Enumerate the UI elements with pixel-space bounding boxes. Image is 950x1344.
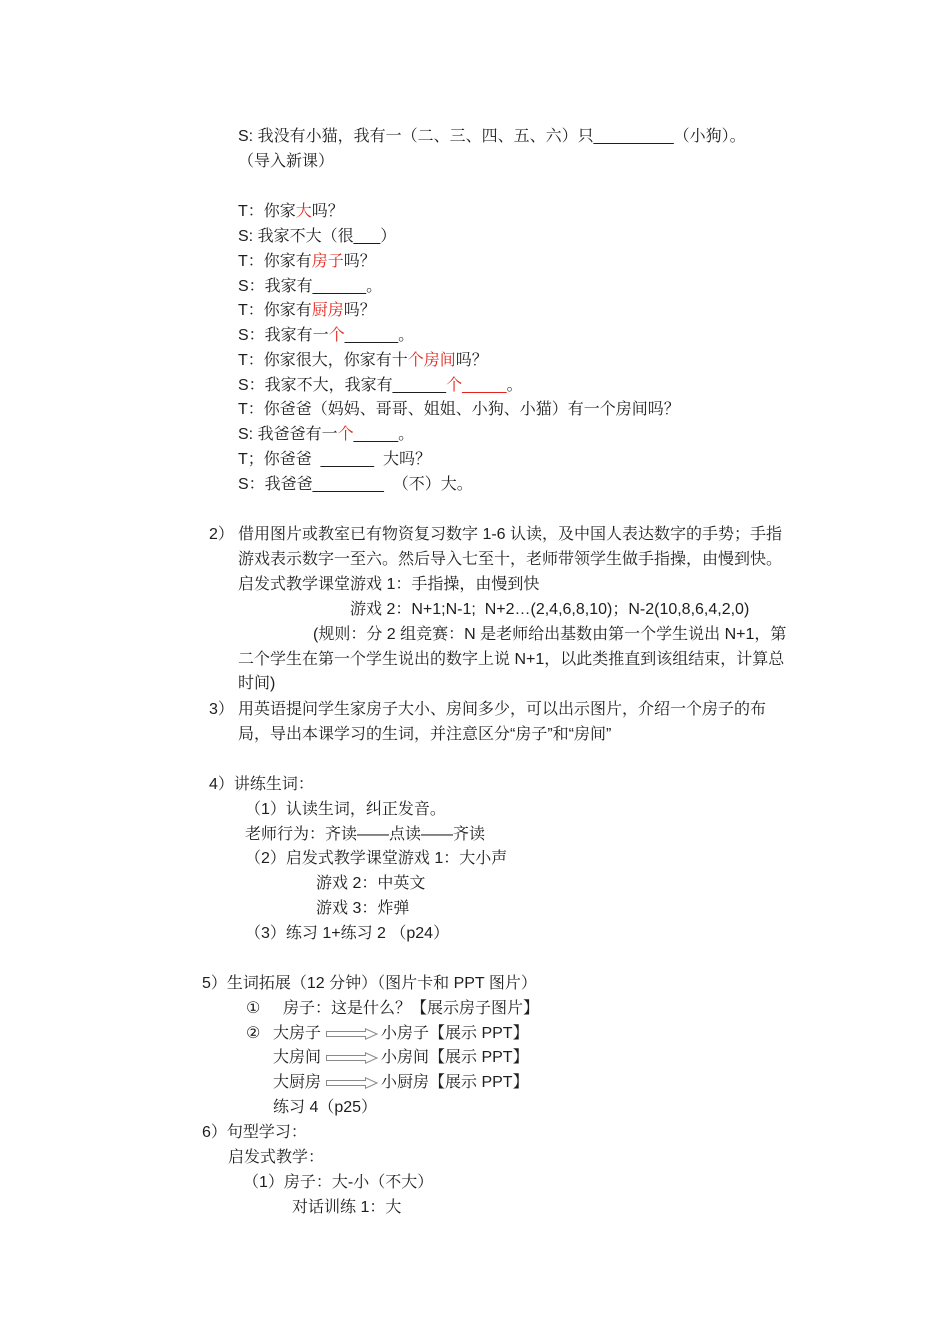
dialogue-line: S：我爸爸________ （不）大。 (238, 476, 473, 493)
section-3-line: 用英语提问学生家房子大小、房间多少，可以出示图片，介绍一个房子的布 (238, 701, 767, 718)
section-5-item1: 房子：这是什么？【展示房子图片】 (283, 1000, 540, 1017)
dialogue-line: S：我家有______。 (238, 278, 383, 295)
intro-note: （导入新课） (238, 153, 335, 170)
intro-student-line: S: 我没有小猫，我有一（二、三、四、五、六）只_________（小狗）。 (238, 128, 746, 145)
pair-from: 大房子 (273, 1025, 322, 1042)
section-2-game2: 游戏 2：N+1;N-1; N+2…(2,4,6,8,10)；N-2(10,8,6,4,2,0) (350, 601, 750, 618)
dialogue-line: T：你家很大，你家有十个房间吗？ (238, 352, 488, 369)
section-6-subtitle: 启发式教学： (228, 1149, 325, 1166)
pair-from: 大厨房 (273, 1074, 322, 1091)
dialogue-line: T；你爸爸 ______ 大吗？ (238, 451, 431, 468)
pair-to: 小房子【展示 PPT】 (381, 1025, 529, 1042)
section-6-item: （1）房子：大-小（不大） (243, 1174, 434, 1191)
dialogue-line: S：我家有一个______。 (238, 327, 415, 344)
circled-number-2: ② (246, 1025, 261, 1042)
section-4-game: 游戏 2：中英文 (316, 875, 426, 892)
section-2-rules-line: (规则：分 2 组竞赛：N 是老师给出基数由第一个学生说出 N+1，第 (313, 626, 787, 643)
dialogue-line: T：你家大吗？ (238, 203, 344, 220)
dialogue-line: T：你家有厨房吗？ (238, 302, 376, 319)
highlight-word: 房子 (311, 253, 344, 270)
right-arrow-icon (326, 1077, 378, 1089)
highlight-word: 厨房 (311, 302, 344, 319)
dialogue-line: S：我家不大，我家有______个_____。 (238, 377, 523, 394)
section-5-exercise: 练习 4（p25） (273, 1099, 378, 1116)
highlight-word: 个 (328, 327, 345, 344)
section-2-line: 启发式教学课堂游戏 1：手指操，由慢到快 (238, 576, 540, 593)
section-2-rules-line: 时间) (238, 675, 276, 692)
highlight-word: 个_____ (446, 377, 507, 394)
dialogue-line: S: 我爸爸有一个_____。 (238, 426, 415, 443)
section-2-line: 游戏表示数字一至六。然后导入七至十，老师带领学生做手指操，由慢到快。 (238, 551, 783, 568)
section-3-number: 3） (209, 701, 234, 718)
right-arrow-icon (326, 1028, 378, 1040)
pair-from: 大房间 (273, 1049, 322, 1066)
dialogue-line: S: 我家不大（很___） (238, 228, 397, 245)
section-4-item: （2）启发式教学课堂游戏 1：大小声 (245, 850, 508, 867)
section-2-number: 2） (209, 526, 234, 543)
section-4-game: 游戏 3：炸弹 (316, 900, 410, 917)
section-4-item: 老师行为：齐读——点读——齐读 (245, 826, 486, 843)
highlight-word: 个房间 (407, 352, 456, 369)
dialogue-line: T：你爸爸（妈妈、哥哥、姐姐、小狗、小猫）有一个房间吗？ (238, 401, 680, 418)
section-6-dialogue: 对话训练 1：大 (292, 1199, 402, 1216)
pair-to: 小房间【展示 PPT】 (381, 1049, 529, 1066)
section-5-title: 5）生词拓展（12 分钟）（图片卡和 PPT 图片） (202, 975, 537, 992)
section-6-title: 6）句型学习： (202, 1124, 307, 1141)
circled-number-1: ① (246, 1000, 261, 1017)
section-2-line: 借用图片或教室已有物资复习数字 1-6 认读，及中国人表达数字的手势；手指 (238, 526, 783, 543)
section-4-exercise: （3）练习 1+练习 2 （p24） (245, 925, 450, 942)
pair-to: 小厨房【展示 PPT】 (381, 1074, 529, 1091)
section-4-title: 4）讲练生词： (209, 776, 314, 793)
dialogue-line: T：你家有房子吗？ (238, 253, 376, 270)
right-arrow-icon (326, 1052, 378, 1064)
highlight-word: 大 (295, 203, 312, 220)
section-3-line: 局，导出本课学习的生词，并注意区分“房子”和“房间” (238, 726, 612, 743)
section-2-rules-line: 二个学生在第一个学生说出的数字上说 N+1，以此类推直到该组结束，计算总 (238, 651, 785, 668)
highlight-word: 个 (337, 426, 354, 443)
section-4-item: （1）认读生词，纠正发音。 (245, 801, 446, 818)
